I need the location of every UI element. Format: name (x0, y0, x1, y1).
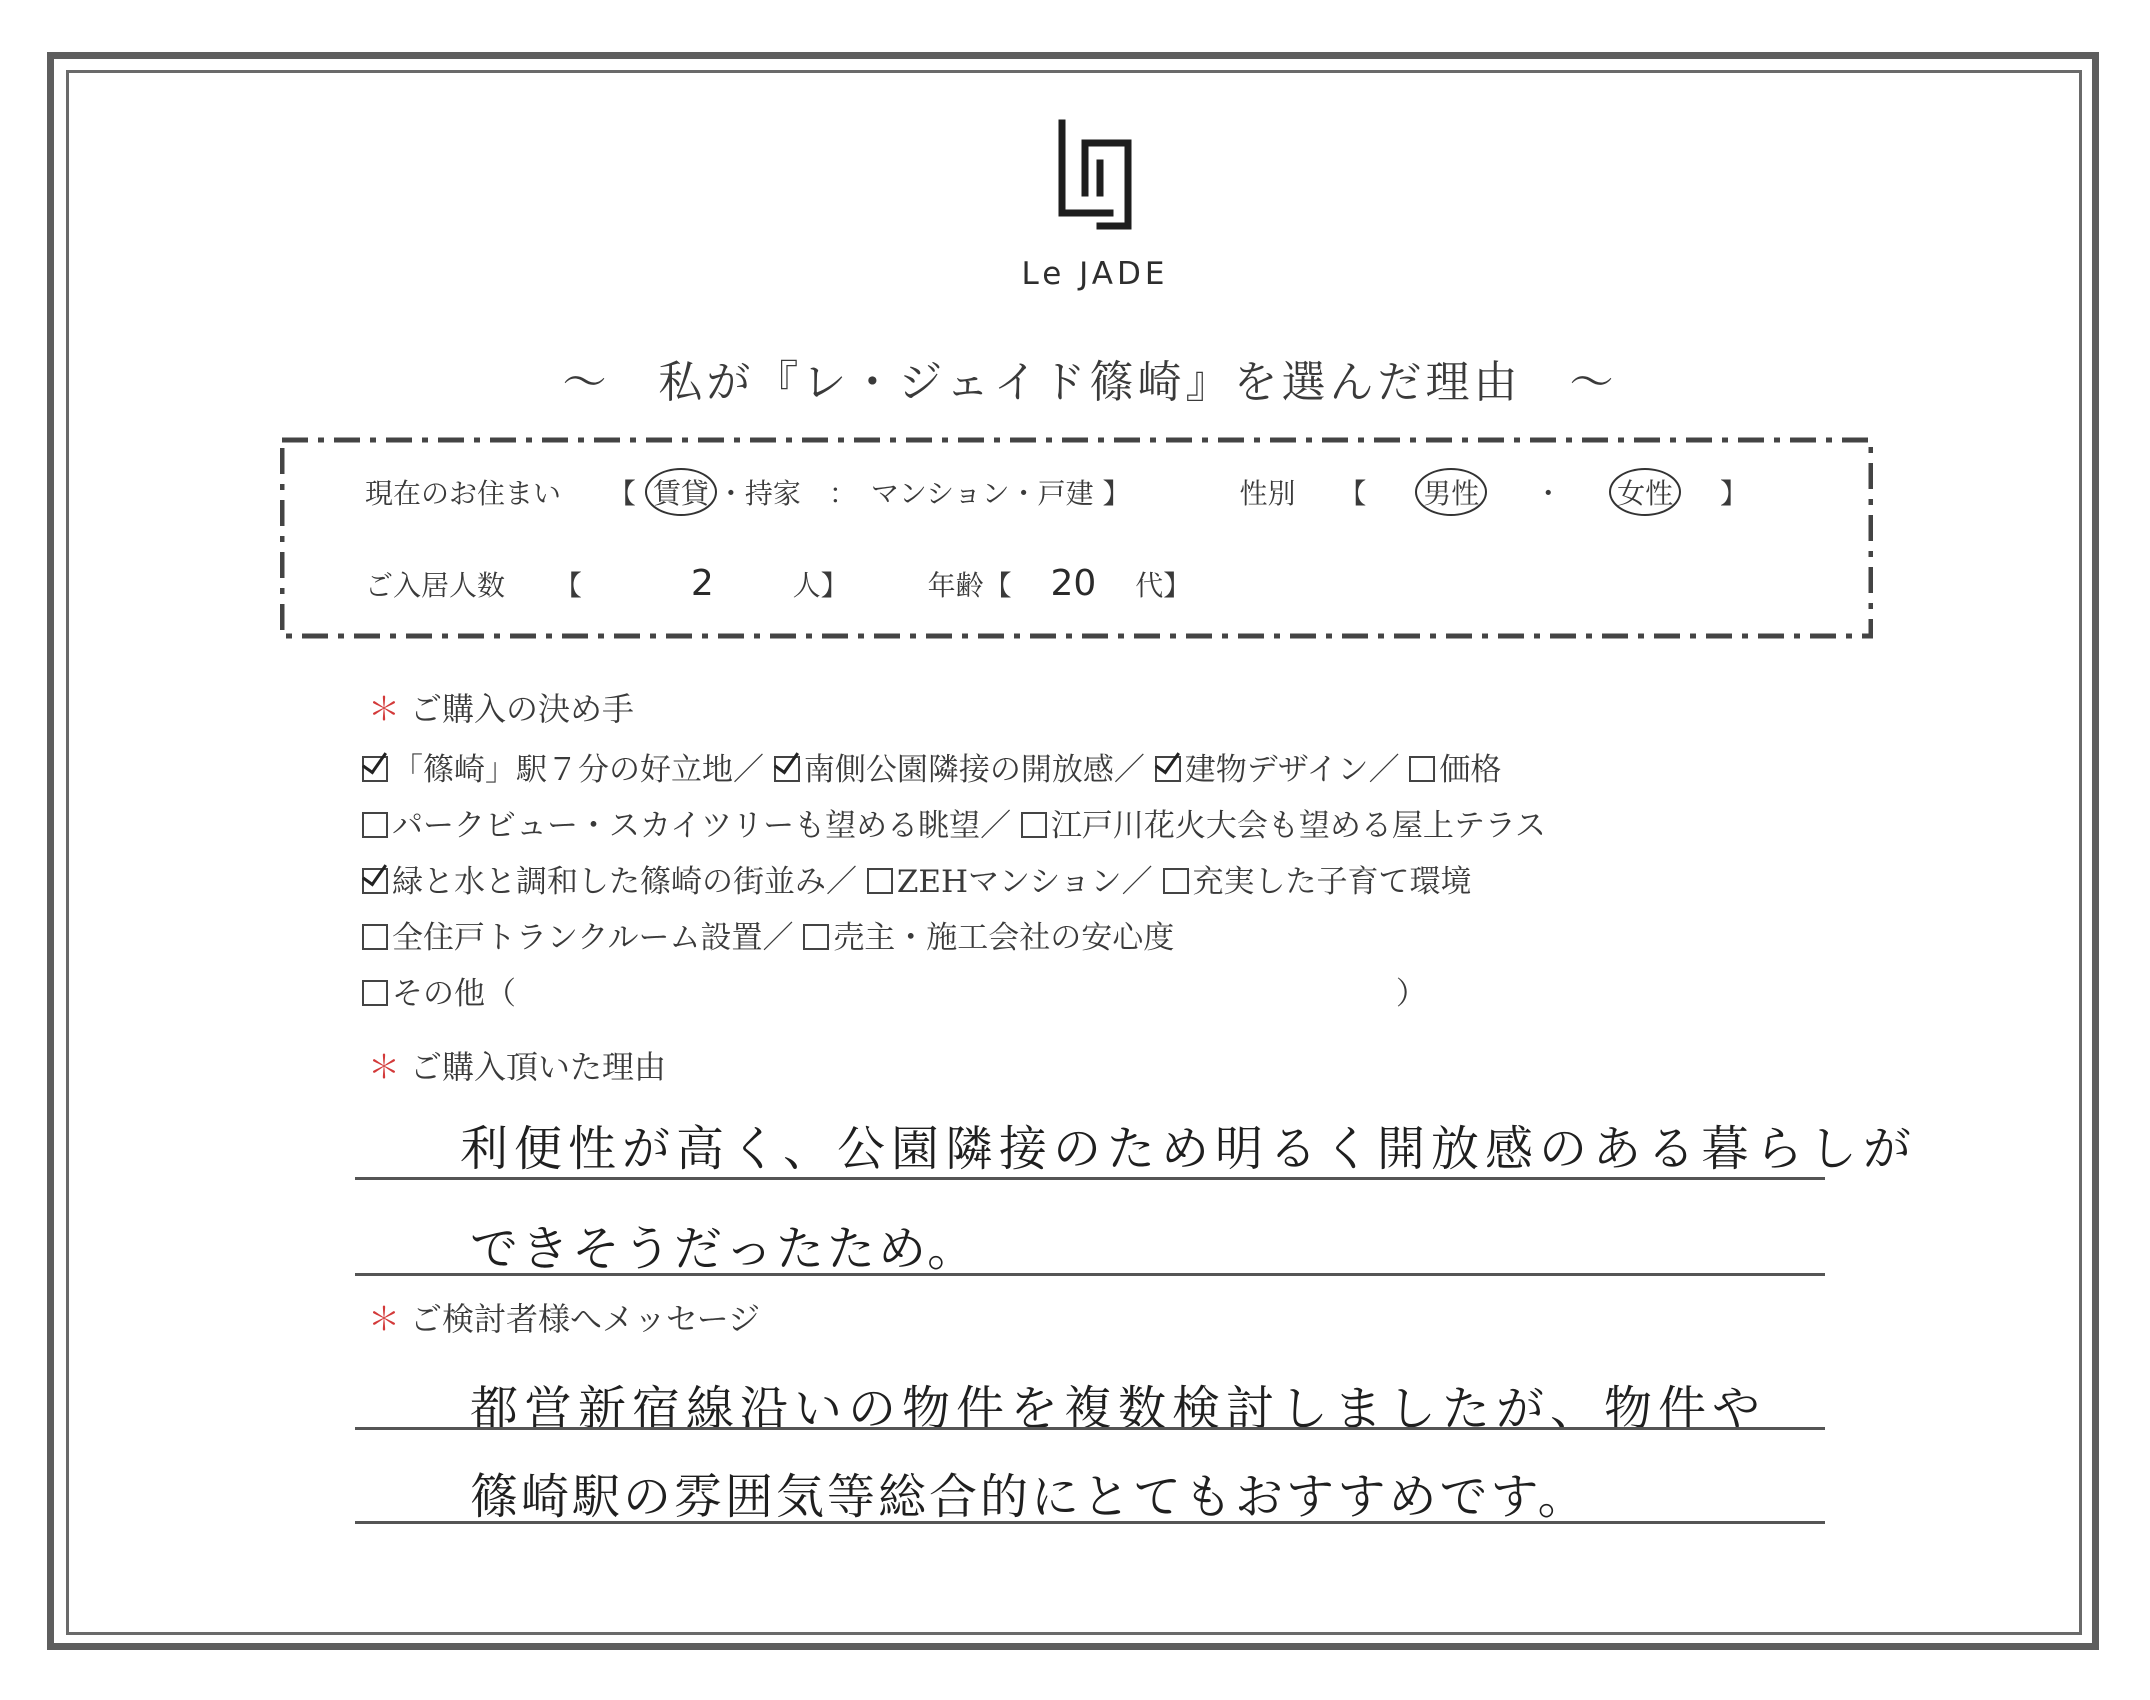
bracket-open: 【 (607, 477, 636, 510)
ruled-line (355, 1177, 1825, 1180)
page-title: 〜 私が『レ・ジェイド篠崎』を選んだ理由 〜 (562, 357, 1618, 408)
gender-female-circled: 女性 (1609, 468, 1681, 516)
occupants-bracket-open: 【 (553, 569, 582, 602)
gender-label: 性別 (1239, 477, 1296, 510)
checkbox[interactable] (1409, 756, 1435, 782)
age-value: 20 (1050, 563, 1097, 604)
gender-separator: ・ (1534, 477, 1563, 510)
age-label: 年齢【 (927, 569, 1012, 602)
reason-line-2: できそうだったため。 (470, 1221, 979, 1277)
ruled-line (355, 1273, 1825, 1276)
option-label: 充実した子育て環境 (1192, 864, 1472, 900)
checklist-row-2: パークビュー・スカイツリーも望める眺望／ 江戸川花火大会も望める屋上テラス (362, 800, 1546, 845)
checkbox-checked[interactable] (362, 756, 388, 782)
gender-bracket-open: 【 (1338, 477, 1367, 510)
message-line-1: 都営新宿線沿いの物件を複数検討しましたが、物件や (470, 1381, 1767, 1437)
occupants-value: 2 (690, 563, 714, 604)
option-label: ZEHマンション (896, 864, 1122, 900)
asterisk-icon: ＊ (368, 690, 401, 728)
checklist-row-other (362, 968, 1427, 1013)
residence-rent-circled: 賃貸 (645, 468, 717, 516)
option-label: 緑と水と調和した篠崎の街並み (392, 864, 826, 900)
checkbox[interactable] (803, 924, 829, 950)
checkbox-checked[interactable] (362, 868, 388, 894)
checkbox[interactable] (362, 980, 388, 1006)
option-label: 価格 (1439, 752, 1502, 788)
checklist-row-3: 緑と水と調和した篠崎の街並み／ ZEHマンション／ 充実した子育て環境 (362, 856, 1472, 901)
checkbox-checked[interactable] (1155, 756, 1181, 782)
checkbox[interactable] (362, 924, 388, 950)
residence-options: ・持家 ： マンション・戸建 (716, 477, 1094, 510)
info-box (280, 428, 1873, 646)
option-label: 全住戸トランクルーム設置 (392, 920, 763, 956)
option-label: 南側公園隣接の開放感 (803, 752, 1114, 788)
ruled-line (355, 1427, 1825, 1430)
option-label: 売主・施工会社の安心度 (833, 920, 1175, 956)
checklist-row-1: 「篠崎」駅７分の好立地／ 南側公園隣接の開放感／ 建物デザイン／ 価格 (362, 744, 1501, 789)
asterisk-icon: ＊ (368, 1300, 401, 1338)
ruled-line (355, 1521, 1825, 1524)
checkbox[interactable] (867, 868, 893, 894)
occupants-unit: 人】 (792, 569, 849, 602)
checkbox-checked[interactable] (774, 756, 800, 782)
option-label: 建物デザイン (1184, 752, 1369, 788)
message-heading: ＊ ご検討者様へメッセージ (368, 1300, 761, 1338)
checkbox[interactable] (362, 812, 388, 838)
checkbox[interactable] (1163, 868, 1189, 894)
decision-heading: ＊ ご購入の決め手 (368, 690, 635, 728)
message-line-2: 篠崎駅の雰囲気等総合的にとてもおすすめです。 (470, 1469, 1589, 1525)
le-jade-monogram-icon (1040, 118, 1150, 238)
residence-label: 現在のお住まい (365, 477, 562, 510)
occupants-row (365, 563, 1191, 604)
brand-name: Le JADE (1021, 256, 1169, 292)
option-label: 「篠崎」駅７分の好立地 (392, 752, 733, 788)
reason-line-1: 利便性が高く、公園隣接のため明るく開放感のある暮らしが (460, 1121, 1918, 1177)
age-unit: 代】 (1135, 569, 1192, 602)
reason-heading: ＊ ご購入頂いた理由 (368, 1048, 667, 1086)
residence-row (365, 468, 1748, 516)
checklist-row-4: 全住戸トランクルーム設置／ 売主・施工会社の安心度 (362, 912, 1174, 957)
asterisk-icon: ＊ (368, 1048, 401, 1086)
other-close: ） (1395, 976, 1427, 1012)
checkbox[interactable] (1021, 812, 1047, 838)
option-label: パークビュー・スカイツリーも望める眺望 (392, 808, 981, 844)
gender-male-circled: 男性 (1415, 468, 1487, 516)
bracket-close: 】 (1102, 477, 1131, 510)
gender-bracket-close: 】 (1720, 477, 1749, 510)
dashed-border (280, 428, 1873, 646)
option-label: その他（ (392, 976, 516, 1012)
option-label: 江戸川花火大会も望める屋上テラス (1050, 808, 1547, 844)
occupants-label: ご入居人数 (365, 569, 506, 602)
